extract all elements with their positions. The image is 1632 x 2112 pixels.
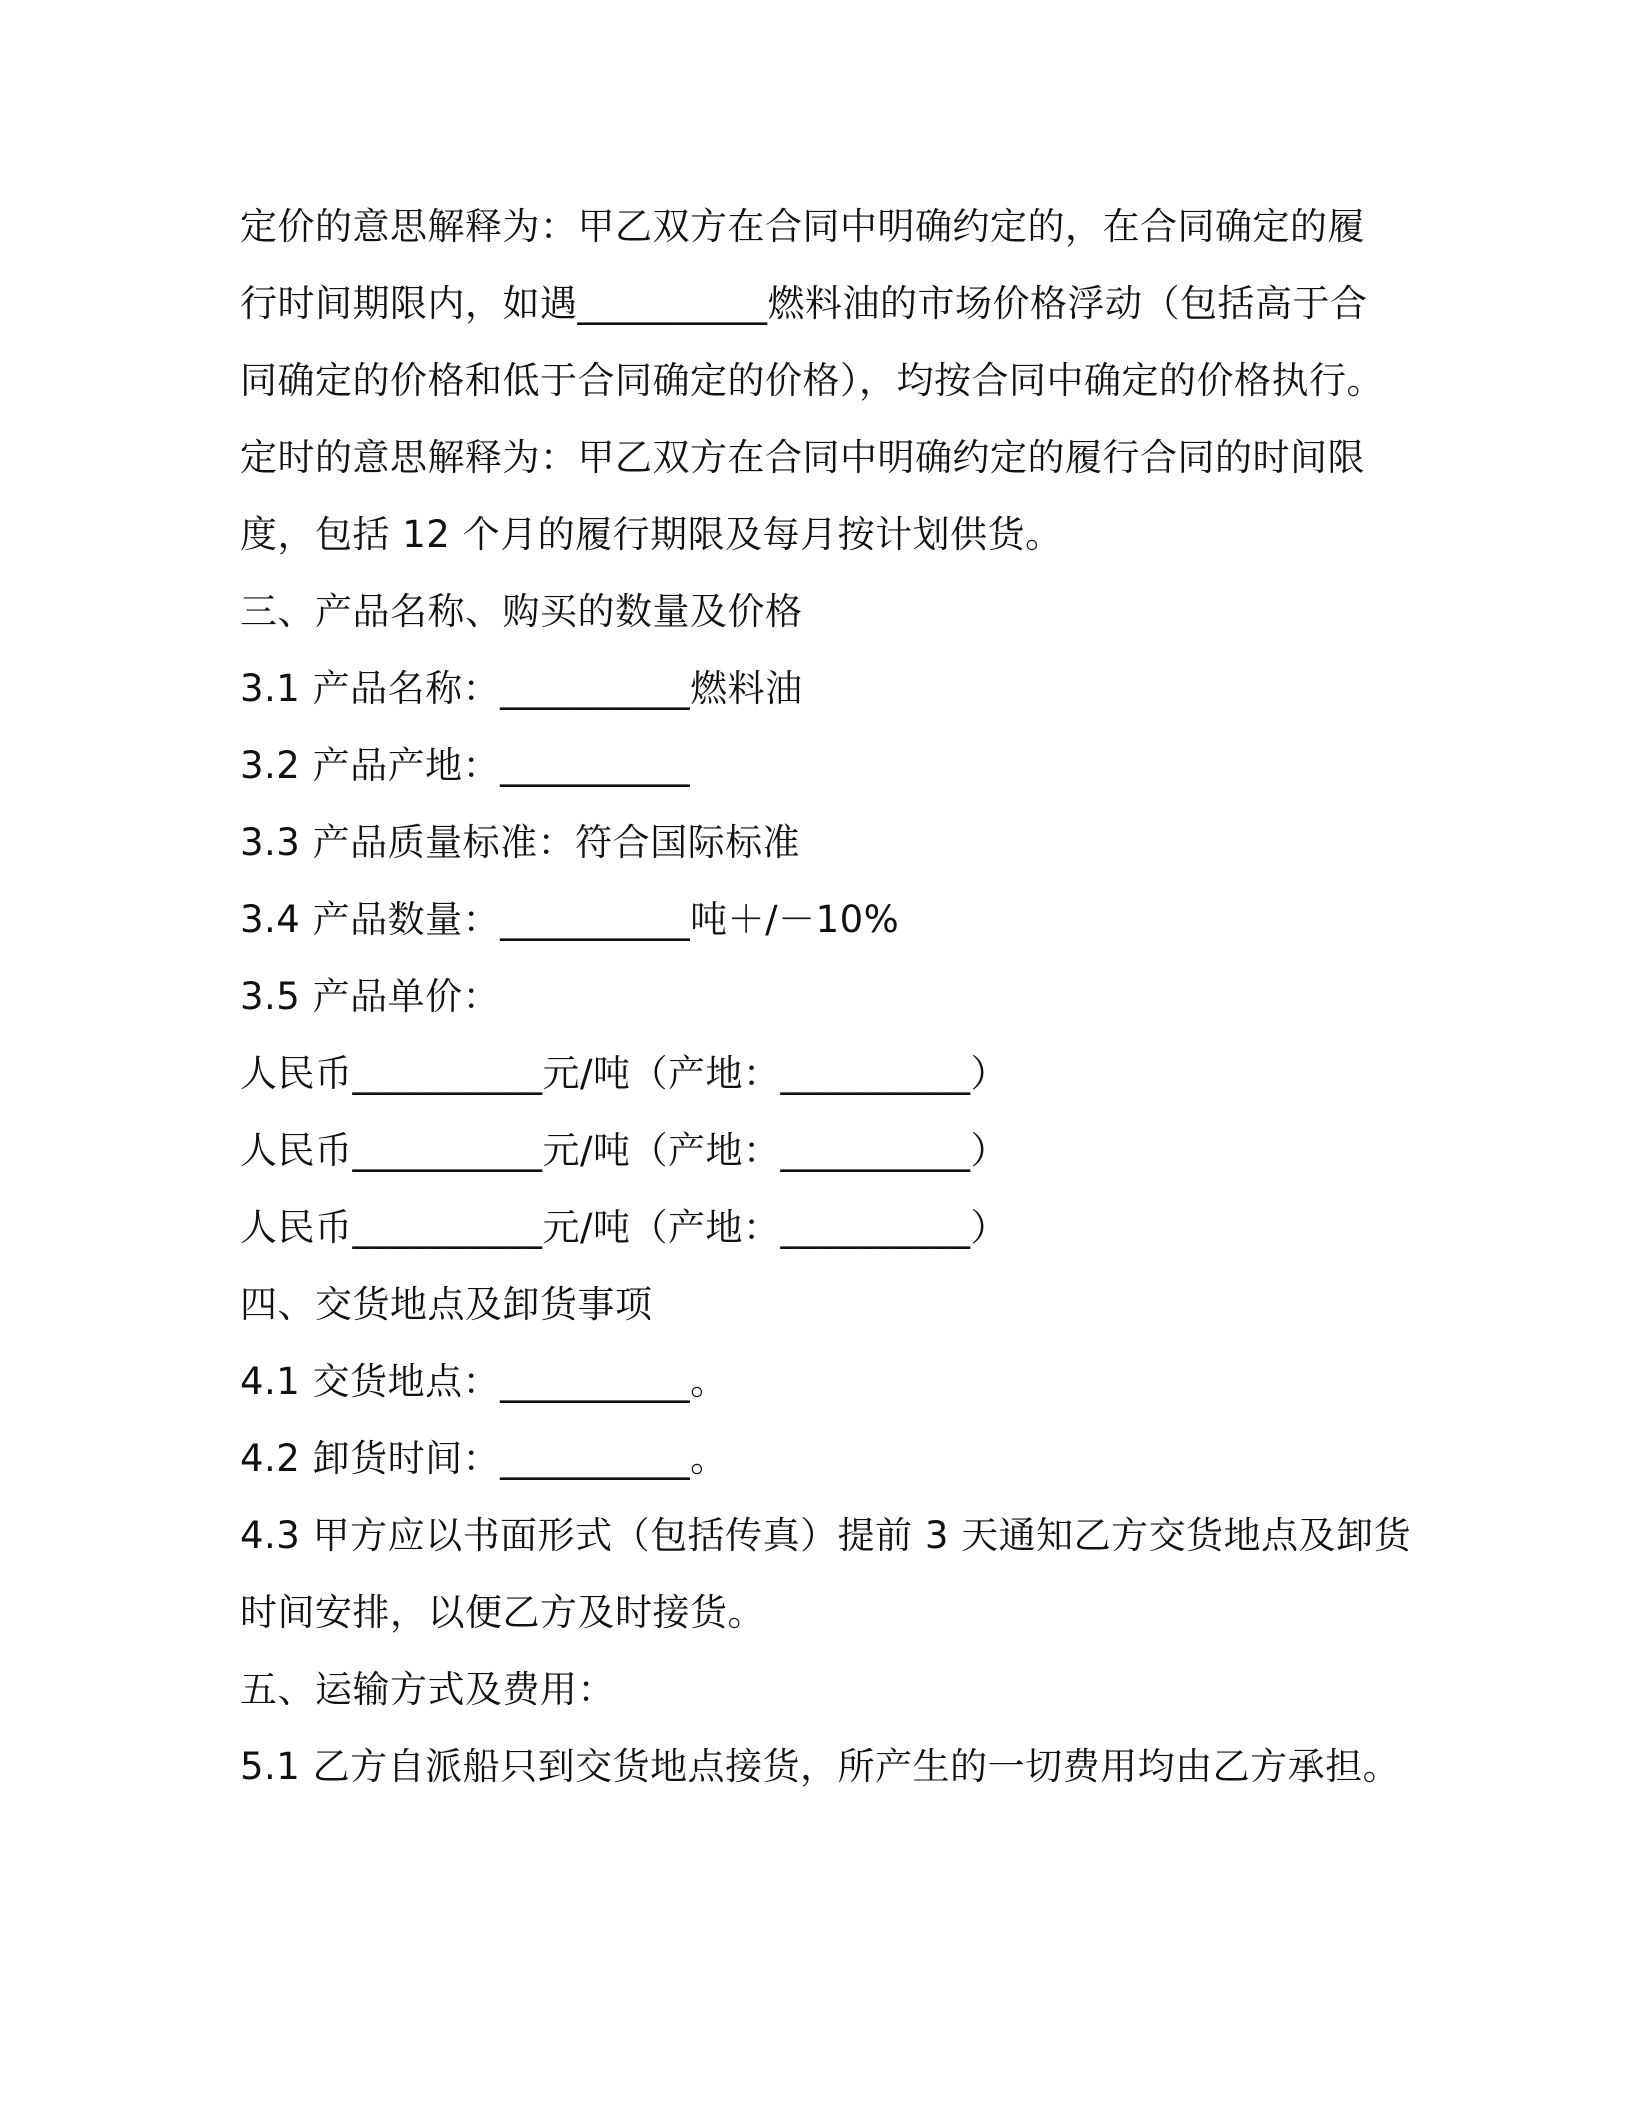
- document-body: [240, 188, 1412, 1805]
- price-line: 人民币__________元/吨（产地：__________）: [240, 1052, 1008, 1095]
- clause-line: 3.5 产品单价：: [240, 975, 501, 1018]
- clause-line: 3.3 产品质量标准：符合国际标准: [240, 821, 801, 864]
- text-line: 定价的意思解释为：甲乙双方在合同中明确约定的，在合同确定的履: [240, 205, 1365, 248]
- section-heading: 三、产品名称、购买的数量及价格: [240, 590, 803, 633]
- text-line: 行时间期限内，如遇__________燃料油的市场价格浮动（包括高于合: [240, 282, 1368, 325]
- text-line: 时间安排，以便乙方及时接货。: [240, 1591, 765, 1634]
- text-line: 度，包括 12 个月的履行期限及每月按计划供货。: [240, 513, 1063, 556]
- section-heading: 五、运输方式及费用：: [240, 1668, 615, 1711]
- clause-line: 3.1 产品名称：__________燃料油: [240, 667, 803, 710]
- clause-line: 5.1 乙方自派船只到交货地点接货，所产生的一切费用均由乙方承担。: [240, 1745, 1401, 1788]
- clause-line: 4.3 甲方应以书面形式（包括传真）提前 3 天通知乙方交货地点及卸货: [240, 1514, 1412, 1557]
- text-line: 定时的意思解释为：甲乙双方在合同中明确约定的履行合同的时间限: [240, 436, 1365, 479]
- section-heading: 四、交货地点及卸货事项: [240, 1283, 653, 1326]
- clause-line: 3.4 产品数量：__________吨＋/－10%: [240, 898, 900, 941]
- price-line: 人民币__________元/吨（产地：__________）: [240, 1129, 1008, 1172]
- clause-line: 4.2 卸货时间：__________。: [240, 1437, 728, 1480]
- price-line: 人民币__________元/吨（产地：__________）: [240, 1206, 1008, 1249]
- clause-line: 3.2 产品产地：__________: [240, 744, 691, 787]
- clause-line: 4.1 交货地点：__________。: [240, 1360, 728, 1403]
- text-line: 同确定的价格和低于合同确定的价格），均按合同中确定的价格执行。: [240, 359, 1384, 402]
